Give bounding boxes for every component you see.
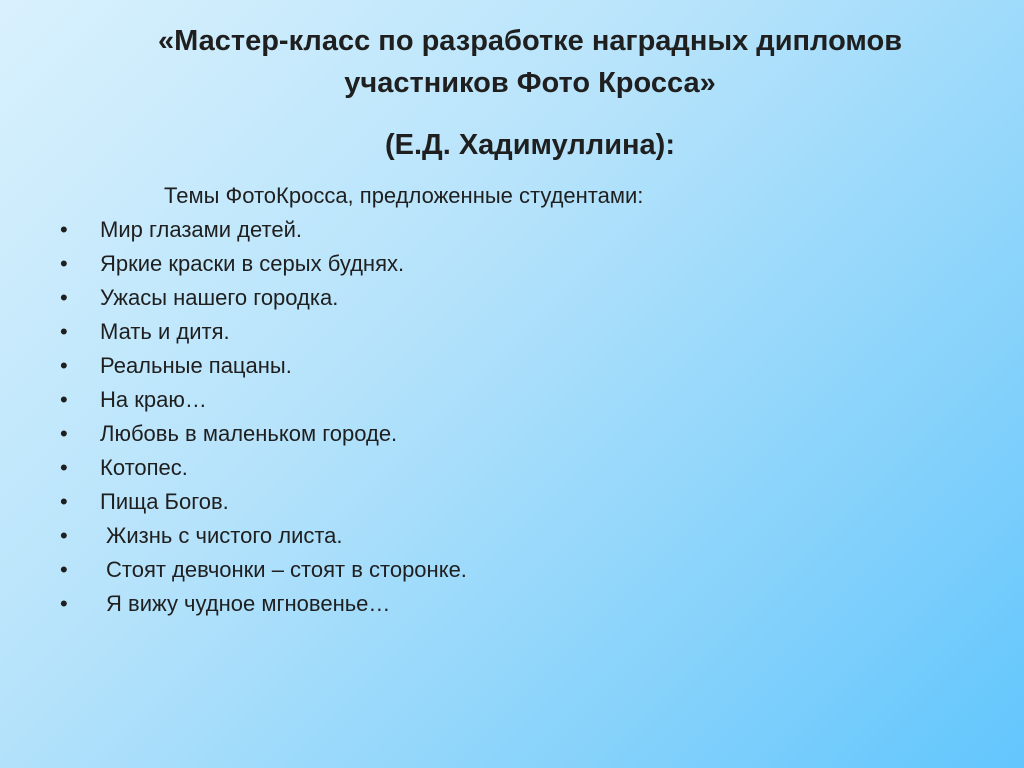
author-name: (Е.Д. Хадимуллина): xyxy=(385,129,675,161)
topic-text: Мир глазами детей. xyxy=(100,217,302,242)
bullet-icon: • xyxy=(60,455,68,480)
topic-text: Жизнь с чистого листа. xyxy=(106,523,343,548)
topic-text: Ужасы нашего городка. xyxy=(100,285,339,310)
topic-text: Котопес. xyxy=(100,455,188,480)
topics-intro: Темы ФотоКросса, предложенные студентами: xyxy=(164,183,644,208)
topic-text: Стоят девчонки – стоят в сторонке. xyxy=(106,557,467,582)
bullet-icon: • xyxy=(60,251,68,276)
bullet-icon: • xyxy=(60,489,68,514)
bullet-icon: • xyxy=(60,557,68,582)
bullet-icon: • xyxy=(60,591,68,616)
bullet-icon: • xyxy=(60,217,68,242)
topic-text: Яркие краски в серых буднях. xyxy=(100,251,405,276)
topic-text: Я вижу чудное мгновенье… xyxy=(106,591,391,616)
slide-title xyxy=(60,20,1000,104)
topic-text: Любовь в маленьком городе. xyxy=(100,421,398,446)
bullet-icon: • xyxy=(60,523,68,548)
topic-text: Пища Богов. xyxy=(100,489,229,514)
topic-text: Мать и дитя. xyxy=(100,319,230,344)
bullet-icon: • xyxy=(60,319,68,344)
bullet-icon: • xyxy=(60,285,68,310)
topic-text: Реальные пацаны. xyxy=(100,353,292,378)
title-line-1: «Мастер-класс по разработке наградных дипломов xyxy=(157,25,903,57)
topic-text: На краю… xyxy=(100,387,207,412)
bullet-icon: • xyxy=(60,421,68,446)
bullet-icon: • xyxy=(60,353,68,378)
title-line-2: участников Фото Кросса» xyxy=(344,67,716,99)
bullet-icon: • xyxy=(60,387,68,412)
